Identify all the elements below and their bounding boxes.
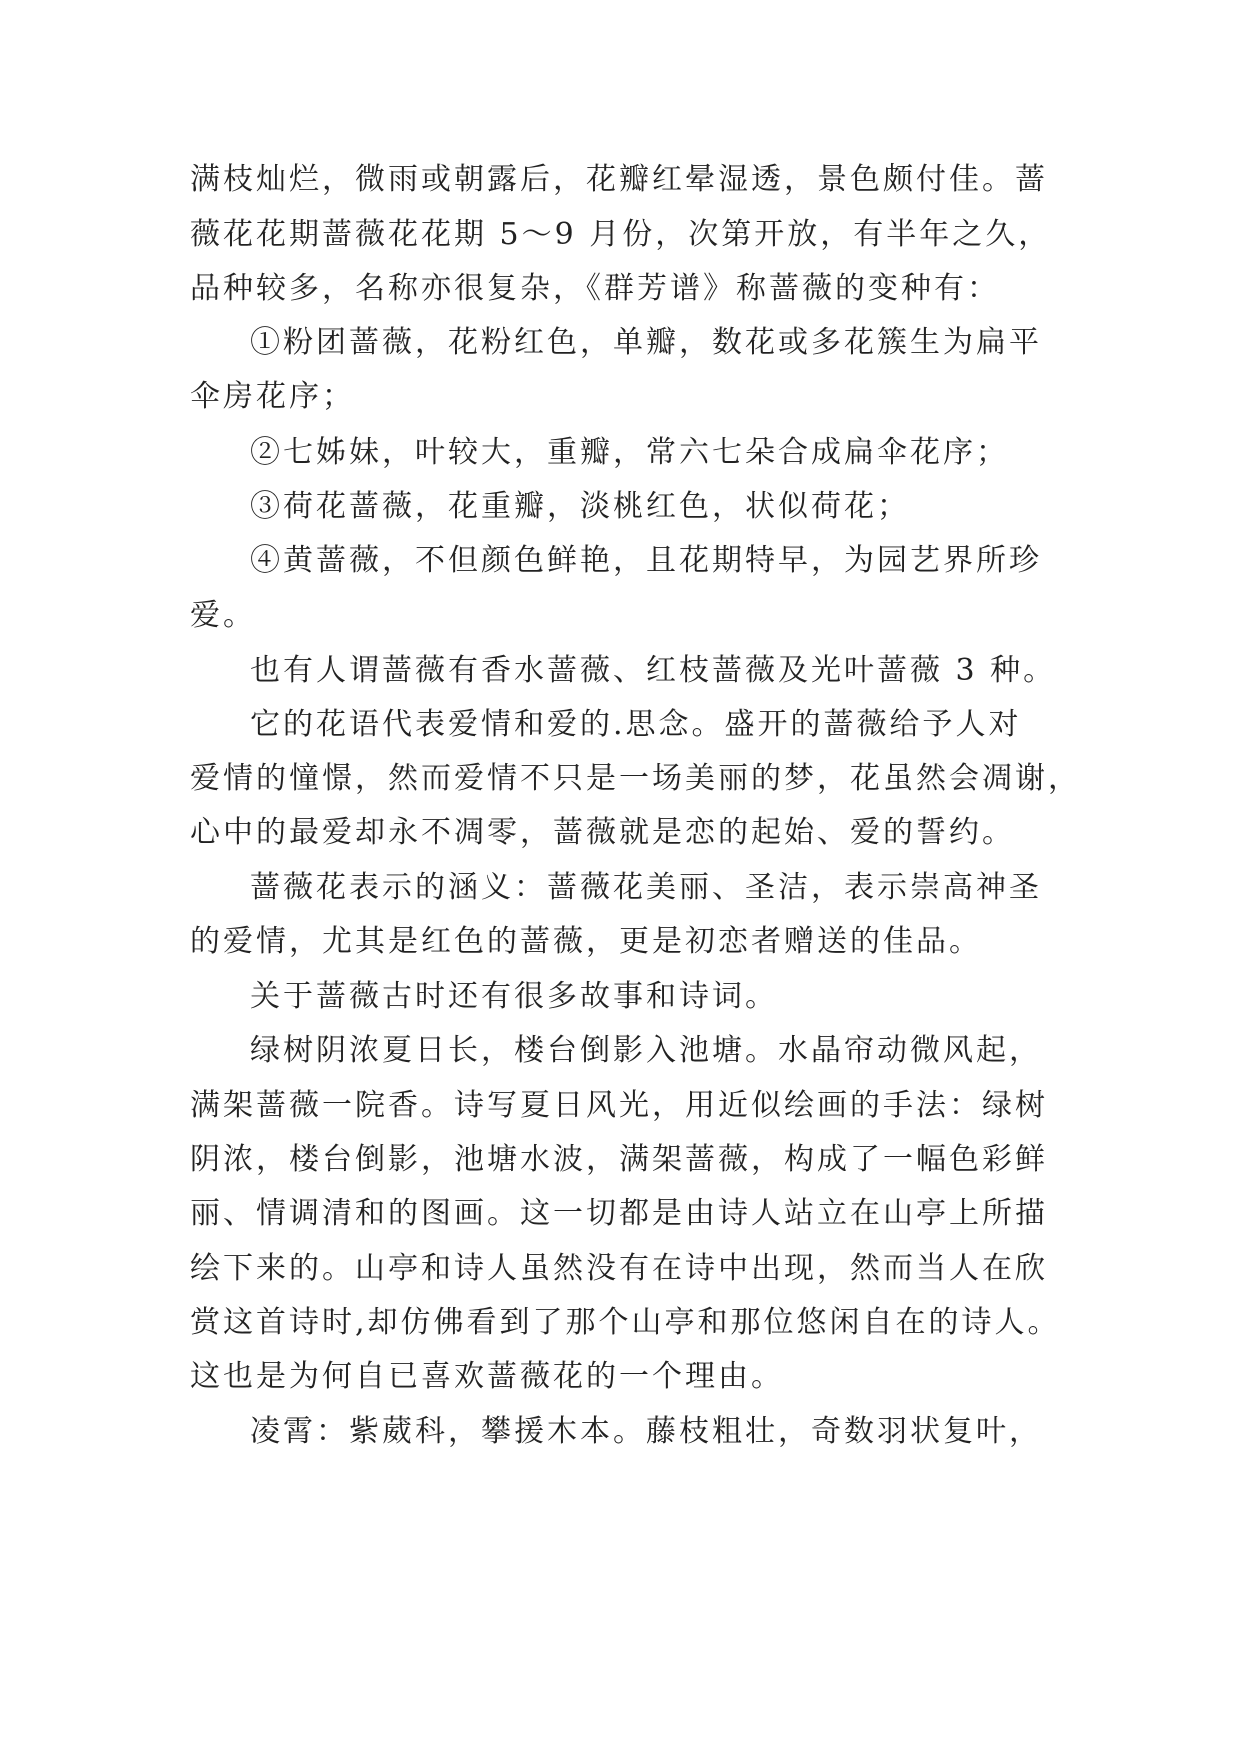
text-line: 关于蔷薇古时还有很多故事和诗词。 [250, 979, 778, 1014]
text-line: 满架蔷薇一院香。诗写夏日风光，用近似绘画的手法：绿树 [190, 1088, 1048, 1123]
text-line: 满枝灿烂，微雨或朝露后，花瓣红晕湿透，景色颇付佳。蔷 [190, 162, 1048, 197]
text-line: 的爱情，尤其是红色的蔷薇，更是初恋者赠送的佳品。 [190, 924, 982, 959]
text-line: 阴浓，楼台倒影，池塘水波，满架蔷薇，构成了一幅色彩鲜 [190, 1142, 1048, 1177]
text-line: 赏这首诗时,却仿佛看到了那个山亭和那位悠闲自在的诗人。 [190, 1305, 1061, 1340]
text-line: 这也是为何自已喜欢蔷薇花的一个理由。 [190, 1359, 784, 1394]
text-line: 丽、情调清和的图画。这一切都是由诗人站立在山亭上所描 [190, 1196, 1048, 1231]
text-line: 它的花语代表爱情和爱的.思念。盛开的蔷薇给予人对 [250, 707, 1022, 742]
text-line: 伞房花序； [190, 379, 355, 414]
text-line: ②七姊妹，叶较大，重瓣，常六七朵合成扁伞花序； [250, 435, 1009, 470]
text-line: 薇花花期蔷薇花花期 5～9 月份，次第开放，有半年之久， [190, 217, 1052, 252]
text-line: ①粉团蔷薇，花粉红色，单瓣，数花或多花簇生为扁平 [250, 325, 1042, 360]
text-line: 爱。 [190, 598, 256, 633]
text-line: 也有人谓蔷薇有香水蔷薇、红枝蔷薇及光叶蔷薇 3 种。 [250, 653, 1057, 688]
text-line: 蔷薇花表示的涵义：蔷薇花美丽、圣洁，表示崇高神圣 [250, 870, 1042, 905]
text-line: 绿树阴浓夏日长，楼台倒影入池塘。水晶帘动微风起， [250, 1033, 1042, 1068]
text-line: 凌霄：紫葳科，攀援木本。藤枝粗壮，奇数羽状复叶， [250, 1414, 1042, 1449]
text-line: 心中的最爱却永不凋零，蔷薇就是恋的起始、爱的誓约。 [190, 815, 1015, 850]
text-line: 绘下来的。山亭和诗人虽然没有在诗中出现，然而当人在欣 [190, 1251, 1048, 1286]
text-line: ③荷花蔷薇，花重瓣，淡桃红色，状似荷花； [250, 489, 910, 524]
text-line: 品种较多，名称亦很复杂，《群芳谱》称蔷薇的变种有： [190, 271, 1000, 306]
text-line: ④黄蔷薇，不但颜色鲜艳，且花期特早，为园艺界所珍 [250, 543, 1042, 578]
text-line: 爱情的憧憬，然而爱情不只是一场美丽的梦，花虽然会凋谢， [190, 761, 1081, 796]
